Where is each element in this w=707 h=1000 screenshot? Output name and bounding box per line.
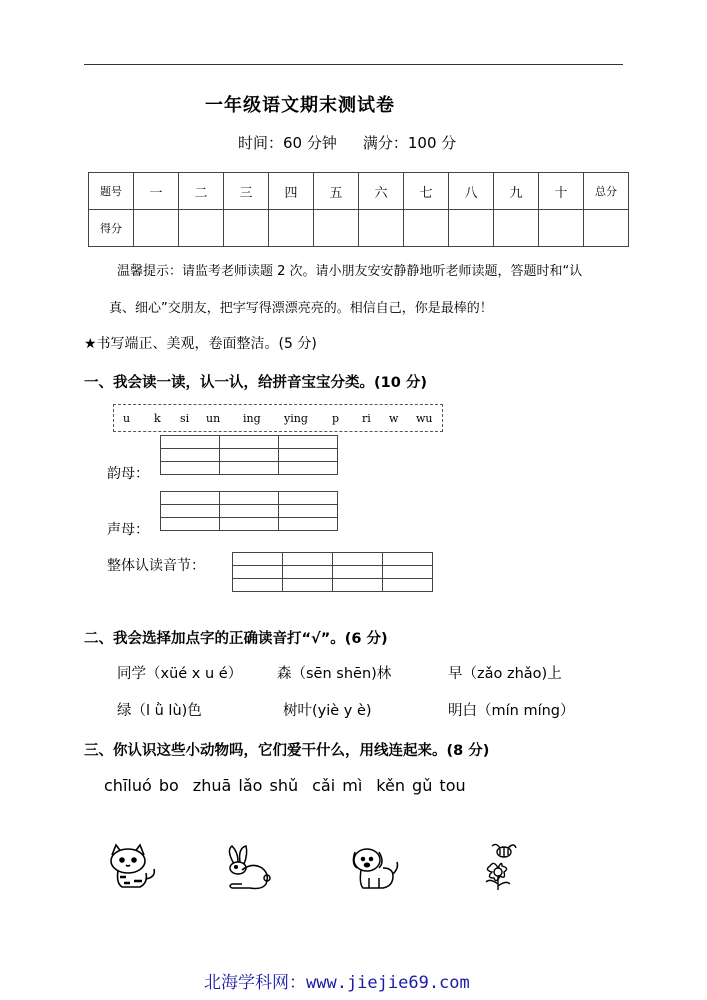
score-table-header-row (89, 173, 629, 210)
score-col-6: 六 (359, 173, 404, 210)
grid-cell[interactable] (333, 553, 383, 566)
section-1-title: 一、我会读一读，认一认，给拼音宝宝分类。(10 分) (84, 375, 427, 391)
grid-cell[interactable] (220, 492, 279, 505)
whole-syllable-label: 整体认读音节： (107, 558, 205, 574)
grid-cell[interactable] (283, 579, 333, 592)
finals-grid (160, 435, 338, 475)
grid-cell[interactable] (333, 566, 383, 579)
page-title: 一年级语文期末测试卷 (205, 95, 395, 116)
grid-cell[interactable] (220, 449, 279, 462)
grid-cell[interactable] (283, 553, 333, 566)
grid-cell[interactable] (279, 492, 338, 505)
pinyin-item: si (180, 412, 190, 425)
exam-info (238, 132, 482, 153)
top-rule (84, 64, 623, 65)
tip-line-1: 温馨提示：请监考老师读题 2 次。请小朋友安安静静地听老师读题，答题时和“认 (117, 264, 583, 279)
tip-line-2: 真、细心”交朋友，把字写得漂漂亮亮的。相信自己，你是最棒的！ (109, 301, 493, 316)
whole-syllable-grid (232, 552, 433, 592)
initials-label: 声母： (107, 522, 149, 538)
score-cell[interactable] (359, 210, 404, 247)
grid-cell[interactable] (220, 462, 279, 475)
pinyin-item: ing (243, 412, 261, 425)
score-col-10: 十 (539, 173, 584, 210)
bee-flower-icon (478, 842, 526, 892)
grid-cell[interactable] (161, 436, 220, 449)
reading-choice-1: 同学（xüé x u é） (117, 666, 243, 682)
grid-cell[interactable] (279, 436, 338, 449)
score-table-score-row (89, 210, 629, 247)
pinyin-item: un (206, 412, 221, 425)
score-cell[interactable] (179, 210, 224, 247)
dog-icon (349, 844, 401, 892)
grid-cell[interactable] (333, 579, 383, 592)
phrase-4: kěn gǔ tou (376, 776, 466, 795)
score-cell-total[interactable] (584, 210, 629, 247)
reading-choice-5: 树叶(yiè y è) (283, 703, 372, 719)
score-col-9: 九 (494, 173, 539, 210)
pinyin-item: u (123, 412, 131, 425)
footer (204, 968, 470, 993)
phrase-1: chīluó bo (104, 776, 179, 795)
pinyin-box (113, 404, 443, 432)
reading-choice-2: 森（sēn shēn)林 (277, 666, 392, 682)
grid-cell[interactable] (220, 518, 279, 531)
grid-cell[interactable] (161, 492, 220, 505)
score-col-5: 五 (314, 173, 359, 210)
handwriting-note: ★书写端正、美观，卷面整洁。(5 分) (84, 336, 317, 352)
score-col-1: 一 (134, 173, 179, 210)
reading-choice-3: 早（zǎo zhǎo)上 (448, 666, 562, 682)
grid-cell[interactable] (161, 462, 220, 475)
grid-cell[interactable] (283, 566, 333, 579)
grid-cell[interactable] (279, 505, 338, 518)
cat-icon (104, 843, 158, 891)
score-cell[interactable] (449, 210, 494, 247)
grid-cell[interactable] (233, 553, 283, 566)
score-col-3: 三 (224, 173, 269, 210)
score-col-8: 八 (449, 173, 494, 210)
pinyin-item: wu (416, 412, 433, 425)
score-cell[interactable] (134, 210, 179, 247)
phrase-3: cǎi mì (312, 776, 363, 795)
score-col-7: 七 (404, 173, 449, 210)
grid-cell[interactable] (279, 518, 338, 531)
score-cell[interactable] (404, 210, 449, 247)
grid-cell[interactable] (383, 566, 433, 579)
grid-cell[interactable] (220, 436, 279, 449)
grid-cell[interactable] (161, 449, 220, 462)
score-cell[interactable] (494, 210, 539, 247)
grid-cell[interactable] (233, 579, 283, 592)
pinyin-item: w (389, 412, 399, 425)
score-table (88, 172, 629, 247)
score-col-4: 四 (269, 173, 314, 210)
pinyin-item: ying (284, 412, 308, 425)
grid-cell[interactable] (279, 462, 338, 475)
grid-cell[interactable] (383, 579, 433, 592)
grid-cell[interactable] (161, 518, 220, 531)
score-cell[interactable] (269, 210, 314, 247)
footer-url-link[interactable]: www.jiejie69.com (306, 973, 470, 993)
footer-site: 北海学科网： (204, 973, 306, 993)
grid-cell[interactable] (383, 553, 433, 566)
grid-cell[interactable] (279, 449, 338, 462)
score-table-score-label: 得分 (89, 210, 134, 247)
pinyin-item: ri (362, 412, 371, 425)
initials-grid (160, 491, 338, 531)
exam-time: 时间：60 分钟 (238, 134, 337, 152)
reading-choice-6: 明白（mín míng） (448, 703, 575, 719)
score-col-total: 总分 (584, 173, 629, 210)
rabbit-icon (222, 844, 272, 892)
section-3-title: 三、你认识这些小动物吗，它们爱干什么，用线连起来。(8 分) (84, 743, 490, 759)
phrase-2: zhuā lǎo shǔ (192, 776, 299, 795)
action-phrases (104, 776, 480, 795)
score-col-2: 二 (179, 173, 224, 210)
finals-label: 韵母： (107, 466, 149, 482)
pinyin-item: p (332, 412, 340, 425)
grid-cell[interactable] (161, 505, 220, 518)
score-table-header-label: 题号 (89, 173, 134, 210)
grid-cell[interactable] (220, 505, 279, 518)
score-cell[interactable] (314, 210, 359, 247)
pinyin-item: k (154, 412, 161, 425)
exam-full-score: 满分：100 分 (362, 134, 457, 152)
score-cell[interactable] (224, 210, 269, 247)
score-cell[interactable] (539, 210, 584, 247)
section-2-title: 二、我会选择加点字的正确读音打“√”。(6 分) (84, 631, 388, 647)
reading-choice-4: 绿（l ǜ lù)色 (117, 703, 202, 719)
grid-cell[interactable] (233, 566, 283, 579)
